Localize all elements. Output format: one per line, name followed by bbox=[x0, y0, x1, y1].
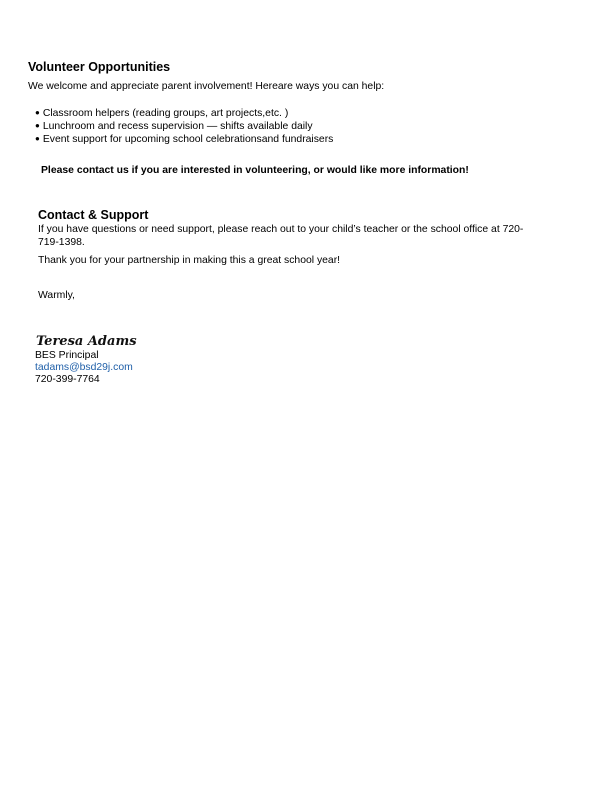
thanks-line: Thank you for your partnership in making this a great school year! bbox=[38, 255, 341, 266]
signature-text: Teresa Adams bbox=[36, 334, 137, 349]
signer-title: BES Principal bbox=[35, 350, 99, 361]
volunteer-heading: Volunteer Opportunities bbox=[28, 60, 171, 74]
volunteer-list bbox=[35, 106, 333, 145]
support-body: If you have questions or need support, please reach out to your child’s teacher or the school office at 720-719-1398. bbox=[38, 224, 524, 248]
signer-email-link[interactable]: tadams@bsd29j.com bbox=[35, 362, 133, 373]
list-item: ● Lunchroom and recess supervision — shifts available daily bbox=[35, 119, 333, 132]
signature-image bbox=[35, 330, 137, 350]
volunteer-callout: Please contact us if you are interested in volunteering, or would like more information! bbox=[41, 165, 469, 176]
list-item: ● Classroom helpers (reading groups, art projects,etc. ) bbox=[35, 106, 333, 119]
signer-phone: 720-399-7764 bbox=[35, 374, 100, 385]
support-heading: Contact & Support bbox=[38, 208, 149, 222]
volunteer-intro: We welcome and appreciate parent involvement! Hereare ways you can help: bbox=[28, 81, 385, 92]
closing-line: Warmly, bbox=[38, 290, 75, 301]
list-item: ● Event support for upcoming school celebrationsand fundraisers bbox=[35, 132, 333, 145]
